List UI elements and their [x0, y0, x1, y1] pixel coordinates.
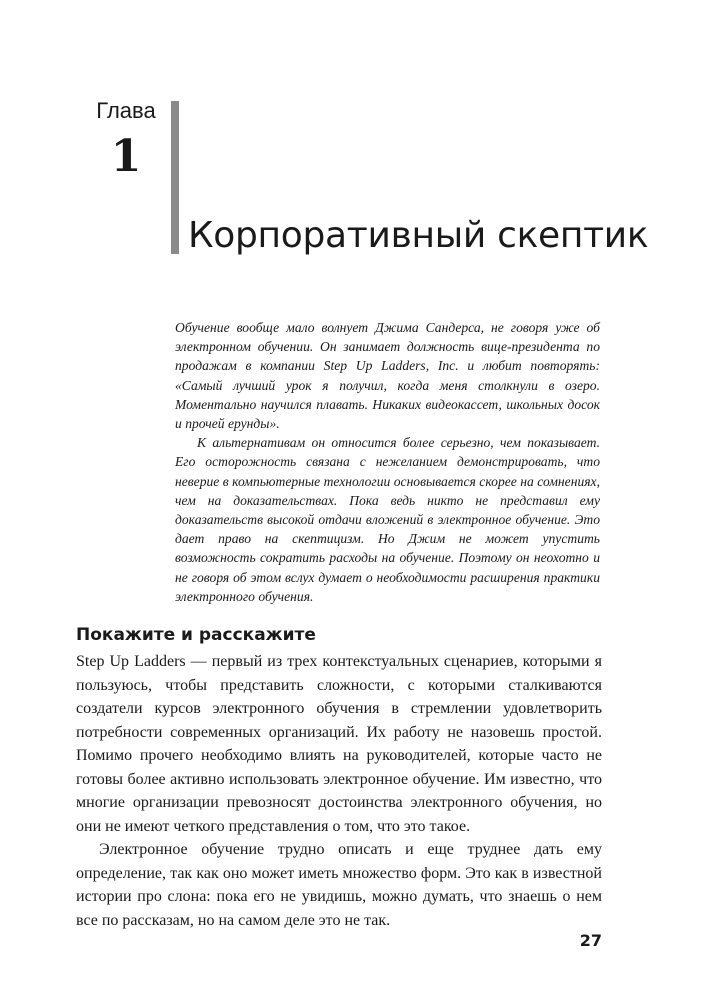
page-number: 27: [579, 931, 602, 950]
epigraph-paragraph: Обучение вообще мало волнует Джима Сандерса, не говоря уже об электронном обучении. Он занимает должность вице-президента по продажам в компании Step Up Ladders, Inc. и любит повторять: «Самый лучший урок я получил, когда меня столкнули в озеро. Моментально научился плавать. Никаких видеокассет, школьных досок и прочей ерунды».: [175, 320, 600, 432]
section-heading: Покажите и расскажите: [76, 625, 316, 645]
body-text: [76, 650, 602, 932]
chapter-title: Корпоративный скептик: [188, 215, 649, 256]
chapter-number: 1: [110, 131, 142, 182]
chapter-divider-bar: [171, 101, 179, 254]
epigraph: [175, 318, 600, 606]
body-paragraph: Step Up Ladders — первый из трех контекстуальных сценариев, которыми я пользуюсь, чтобы представить сложности, с которыми сталкиваются создатели курсов электронного обучения в стремлении удовлетворить потребности современных организаций. Их работу не назовешь простой. Помимо прочего необходимо влиять на руководителей, которые часто не готовы более активно использовать электронное обучение. Им известно, что многие организации превозносят достоинства электронного обучения, но они не имеют четкого представления о том, что это такое.: [76, 653, 602, 835]
chapter-label: Глава: [96, 98, 156, 123]
body-paragraph: Электронное обучение трудно описать и еще труднее дать ему определение, так как оно может иметь множество форм. Это как в известной истории про слона: пока его не увидишь, можно думать, что знаешь о нем все по рассказам, но на самом деле это не так.: [76, 841, 602, 929]
epigraph-paragraph: К альтернативам он относится более серьезно, чем показывает. Его осторожность связана с нежеланием демонстрировать, что неверие в компьютерные технологии основывается скорее на сомнениях, чем на доказательствах. Пока ведь никто не представил ему доказательств высокой отдачи вложений в электронное обучение. Это дает право на скептицизм. Но Джим не может упустить возможность сократить расходы на обучение. Поэтому он неохотно и не говоря об этом вслух думает о необходимости расширения практики электронного обучения.: [175, 435, 600, 604]
